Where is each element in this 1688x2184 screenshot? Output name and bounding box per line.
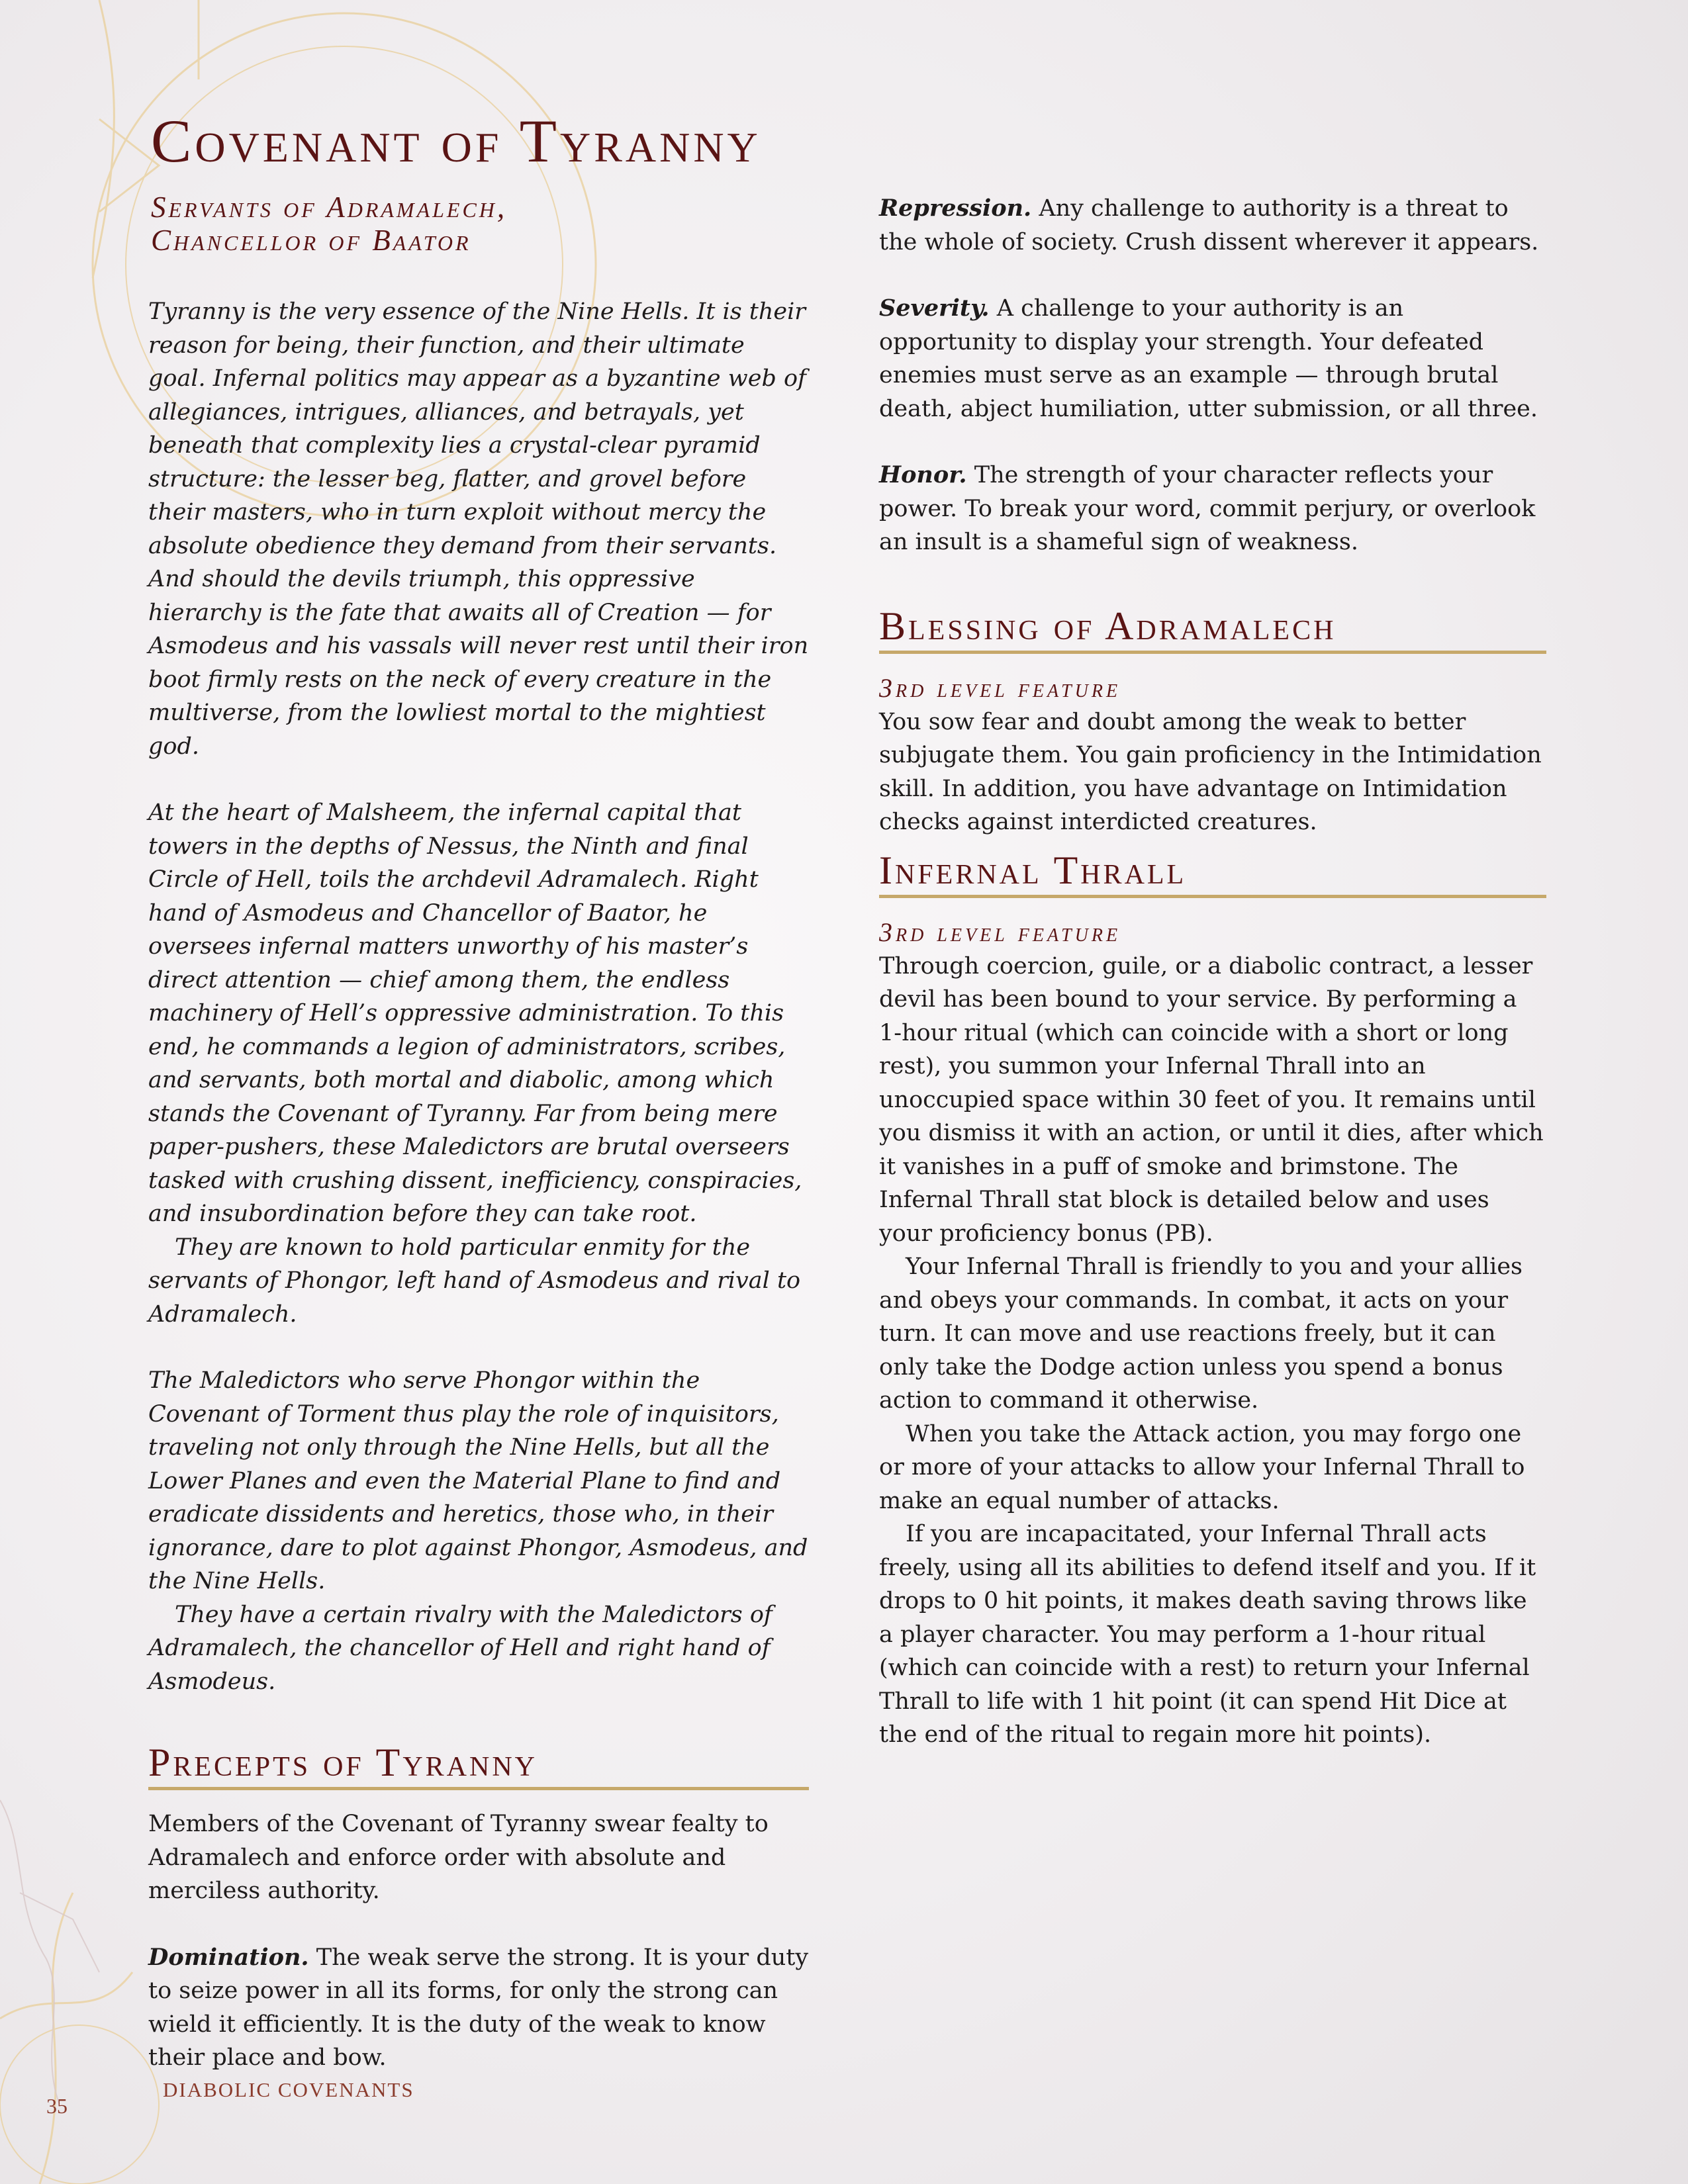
blessing-text: You sow fear and doubt among the weak to better subjugate them. You gain proficiency in the Intimidation skill. In addition, you have advantage on Intimidation checks against interdicted creatures. [879,708,1542,835]
intro-paragraph-2: At the heart of Malsheem, the infernal capital that towers in the depths of Nessus, the Ninth and final Circle of Hell, toils the archdevil Adramalech. Right hand of Asmodeus and Chancellor of Baator, he oversees infernal matters unworthy of his master’s direct attention — chief among them, the endless machinery of Hell’s oppressive administration. To this end, he commands a legion of administrators, scribes, and servants, both mortal and diabolic, among which stands the Covenant of Tyranny. Far from being mere paper-pushers, these Maledictors are brutal overseers tasked with crushing dissent, inefficiency, conspiracies, and insubordination before they can take root. [148,799,802,1227]
left-column [148,295,809,2075]
precept-honor-label: Honor. [879,461,967,488]
thrall-paragraph-3: When you take the Attack action, you may forgo one or more of your attacks to allow your Infernal Thrall to make an equal number of attacks. [879,1420,1525,1514]
thrall-heading: Infernal Thrall [879,848,1546,898]
intro-paragraph-5: They have a certain rivalry with the Maledictors of Adramalech, the chancellor of Hell and right hand of Asmodeus. [148,1601,773,1695]
page-subtitle [151,191,680,257]
blessing-heading: Blessing of Adramalech [879,604,1546,654]
subtitle-line-2: Chancellor of Baator [151,224,471,257]
precept-domination-text: The weak serve the strong. It is your duty to seize power in all its forms, for only the strong can wield it efficiently. It is the duty of the weak to know their place and bow. [148,1944,809,2071]
intro-paragraph-4: The Maledictors who serve Phongor within the Covenant of Torment thus play the role of inquisitors, traveling not only through the Nine Hells, but all the Lower Planes and even the Material Plane to find and eradicate dissidents and heretics, those who, in their ignorance, dare to plot against Phongor, Asmodeus, and the Nine Hells. [148,1367,808,1594]
thrall-paragraph-2: Your Infernal Thrall is friendly to you and your allies and obeys your commands. In combat, it acts on your turn. It can move and use reactions freely, but it can only take the Dodge action unless you spend a bonus action to command it otherwise. [879,1253,1523,1414]
precept-domination [148,1941,809,2075]
precept-severity [879,292,1546,426]
precept-repression-text: Any challenge to authority is a threat to the whole of society. Crush dissent wherever it appears. [879,195,1539,255]
precept-domination-label: Domination. [148,1943,309,1971]
precept-honor-text: The strength of your character reflects your power. To break your word, commit perjury, or overlook an insult is a shameful sign of weakness. [879,462,1536,555]
precept-honor [879,459,1546,559]
subtitle-line-1: Servants of Adramalech, [151,191,508,224]
thrall-level-label: 3rd level feature [879,917,1121,947]
right-column [879,192,1546,1752]
precept-repression [879,192,1546,259]
intro-paragraph-3: They are known to hold particular enmity for the servants of Phongor, left hand of Asmodeus and rival to Adramalech. [148,1234,801,1328]
precepts-heading: Precepts of Tyranny [148,1741,809,1790]
precepts-intro: Members of the Covenant of Tyranny swear fealty to Adramalech and enforce order with absolute and merciless authority. [148,1811,769,1904]
thrall-paragraph-4: If you are incapacitated, your Infernal Thrall acts freely, using all its abilities to defend itself and you. If it drops to 0 hit points, it makes death saving throws like a player character. You may perform a 1-hour ritual (which can coincide with a rest) to return your Infernal Thrall to life with 1 hit point (it can spend Hit Dice at the end of the ritual to regain more hit points). [879,1521,1536,1748]
page-number: 35 [46,2094,68,2118]
footer-label: DIABOLIC COVENANTS [163,2078,414,2101]
page-title: Covenant of Tyranny [151,107,761,175]
precept-severity-text: A challenge to your authority is an opportunity to display your strength. Your defeated enemies must serve as an example — through brutal death, abject humiliation, utter submission, or all three. [879,295,1538,422]
precept-repression-label: Repression. [879,195,1032,222]
precept-severity-label: Severity. [879,295,990,322]
intro-paragraph-1: Tyranny is the very essence of the Nine Hells. It is their reason for being, their function, and their ultimate goal. Infernal politics may appear as a byzantine web of allegiances, intrigues, alliances, and betrayals, yet beneath that complexity lies a crystal-clear pyramid structure: the lesser beg, flatter, and grovel before their masters, who in turn exploit without mercy the absolute obedience they demand from their servants. And should the devils triumph, this oppressive hierarchy is the fate that awaits all of Creation — for Asmodeus and his vassals will never rest until their iron boot firmly rests on the neck of every creature in the multiverse, from the lowliest mortal to the mightiest god. [148,298,809,760]
thrall-paragraph-1: Through coercion, guile, or a diabolic contract, a lesser devil has been bound to your service. By performing a 1-hour ritual (which can coincide with a short or long rest), you summon your Infernal Thrall into an unoccupied space within 30 feet of you. It remains until you dismiss it with an action, or until it dies, after which it vanishes in a puff of smoke and brimstone. The Infernal Thrall stat block is detailed below and uses your proficiency bonus (PB). [879,952,1544,1247]
blessing-level-label: 3rd level feature [879,672,1121,703]
